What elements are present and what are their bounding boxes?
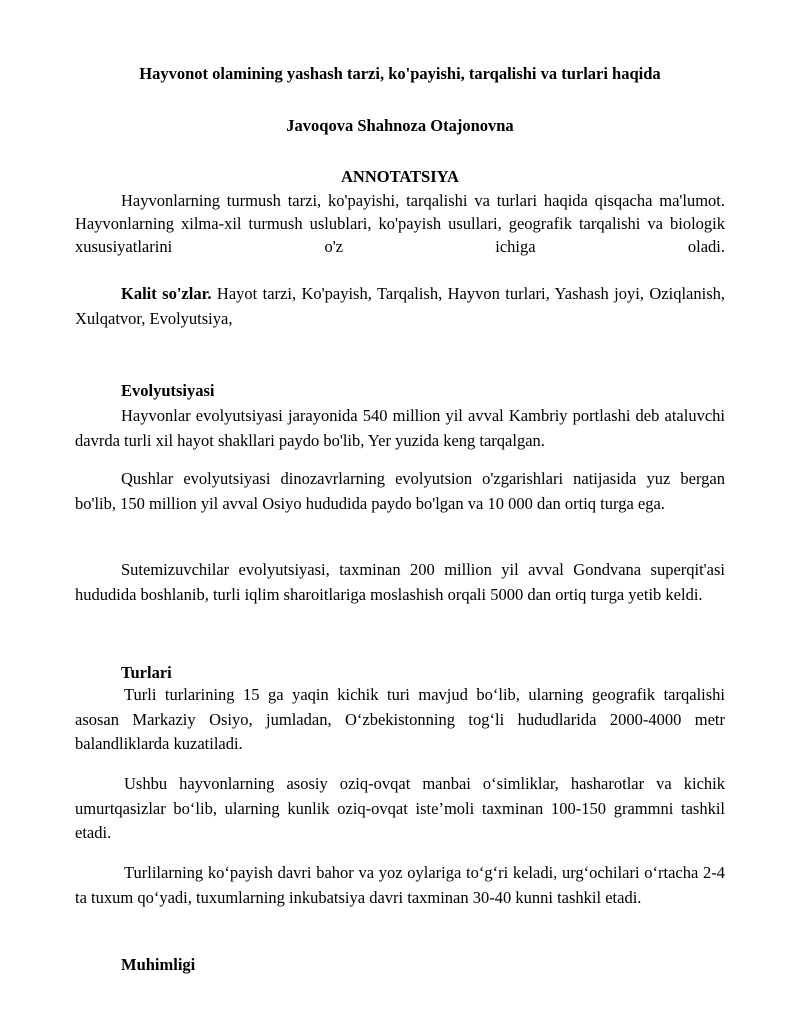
evolution-paragraph-2: Qushlar evolyutsiyasi dinozavrlarning evolyutsion o'zgarishlari natijasida yuz bergan bo'lib, 150 million yil avval Osiyo hududida paydo bo'lgan va 10 000 dan ortiq turga ega.: [75, 469, 725, 513]
keywords-text: Hayot tarzi, Ko'payish, Tarqalish, Hayvon turlari, Yashash joyi, Oziqlanish, Xulqatvor, Evolyutsiya,: [75, 284, 725, 328]
section-heading-importance: Muhimligi: [121, 955, 196, 974]
annotation-heading: ANNOTATSIYA: [341, 167, 459, 186]
types-paragraph-3: Turlilarning ko‘payish davri bahor va yoz oylariga to‘g‘ri keladi, urg‘ochilari o‘rtacha 2-4 ta tuxum qo‘yadi, tuxumlarning inkubatsiya davri taxminan 30-40 kunni tashkil etadi.: [75, 863, 725, 907]
section-heading-types: Turlari: [121, 663, 172, 682]
keywords-paragraph: [75, 282, 725, 331]
types-paragraph-1: Turli turlarining 15 ga yaqin kichik turi mavjud bo‘lib, ularning geografik tarqalishi asosan Markaziy Osiyo, jumladan, O‘zbekistonning tog‘li hududlarida 2000-4000 metr balandliklarda kuzatiladi.: [75, 685, 725, 753]
evolution-paragraph-3: Sutemizuvchilar evolyutsiyasi, taxminan 200 million yil avval Gondvana superqit'asi hududida boshlanib, turli iqlim sharoitlariga moslashish orqali 5000 dan ortiq turga yetib keldi.: [75, 560, 725, 604]
types-paragraph-2: Ushbu hayvonlarning asosiy oziq-ovqat manbai o‘simliklar, hasharotlar va kichik umurtqasizlar bo‘lib, ularning kunlik oziq-ovqat iste’moli taxminan 100-150 grammni tashkil etadi.: [75, 774, 725, 842]
keywords-label: Kalit so'zlar.: [121, 284, 212, 303]
evolution-paragraph-1: Hayvonlar evolyutsiyasi jarayonida 540 million yil avval Kambriy portlashi deb ataluvchi davrda turli xil hayot shakllari paydo bo'lib, Yer yuzida keng tarqalgan.: [75, 406, 725, 450]
author-name: Javoqova Shahnoza Otajonovna: [286, 116, 514, 135]
document-title: Hayvonot olamining yashash tarzi, ko'payishi, tarqalishi va turlari haqida: [139, 64, 661, 83]
section-heading-evolution: Evolyutsiyasi: [121, 381, 215, 400]
annotation-text: Hayvonlarning turmush tarzi, ko'payishi, tarqalishi va turlari haqida qisqacha ma'lumot. Hayvonlarning xilma-xil turmush uslublari, ko'payish usullari, geografik tarqalishi va biologik xususiyatlarini o'z ichiga oladi.: [75, 191, 725, 256]
